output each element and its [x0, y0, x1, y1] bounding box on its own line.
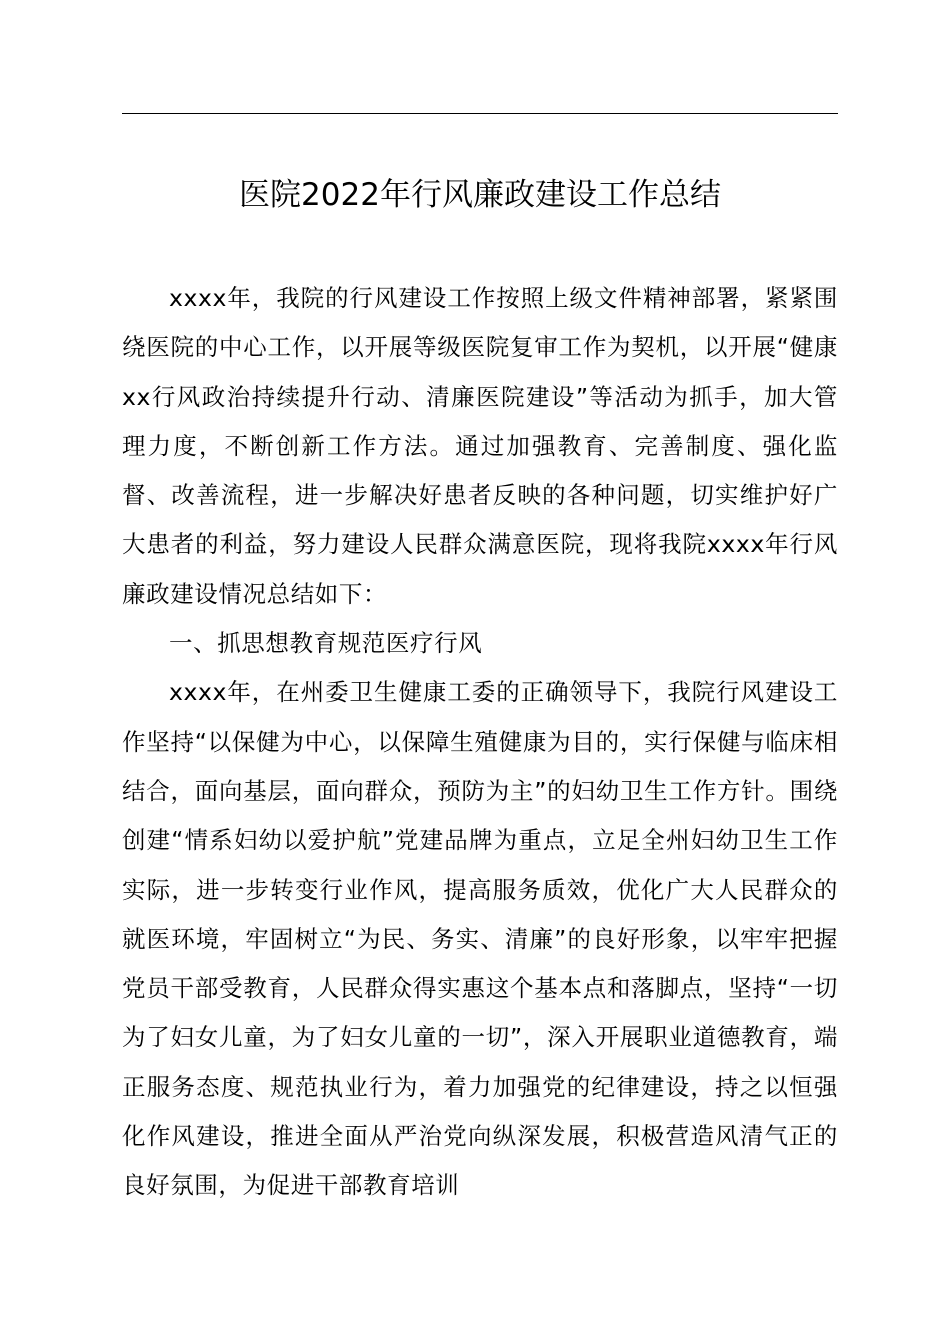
section-heading: 一、抓思想教育规范医疗行风 — [169, 629, 483, 658]
intro-paragraph: xxxx年，我院的行风建设工作按照上级文件精神部署，紧紧围绕医院的中心工作，以开展等级医院复审工作为契机，以开展“健康xx行风政治持续提升行动、清廉医院建设”等活动为抓手，加大管理力度，不断创新工作方法。通过加强教育、完善制度、强化监督、改善流程，进一步解决好患者反映的各种问题，切实维护好广大患者的利益，努力建设人民群众满意医院，现将我院xxxx年行风廉政建设情况总结如下： — [122, 284, 838, 608]
document-body — [122, 274, 838, 1211]
document-title: 医院2022年行风廉政建设工作总结 — [239, 177, 721, 213]
header-rule — [122, 113, 838, 114]
section-paragraph: xxxx年，在州委卫生健康工委的正确领导下，我院行风建设工作坚持“以保健为中心，以保障生殖健康为目的，实行保健与临床相结合，面向基层，面向群众，预防为主”的妇幼卫生工作方针。围绕创建“情系妇幼以爱护航”党建品牌为重点，立足全州妇幼卫生工作实际，进一步转变行业作风，提高服务质效，优化广大人民群众的就医环境，牢固树立“为民、务实、清廉”的良好形象，以牢牢把握党员干部受教育，人民群众得实惠这个基本点和落脚点，坚持“一切为了妇女儿童，为了妇女儿童的一切”，深入开展职业道德教育，端正服务态度、规范执业行为，着力加强党的纪律建设，持之以恒强化作风建设，推进全面从严治党向纵深发展，积极营造风清气正的良好氛围，为促进干部教育培训 — [122, 678, 838, 1200]
